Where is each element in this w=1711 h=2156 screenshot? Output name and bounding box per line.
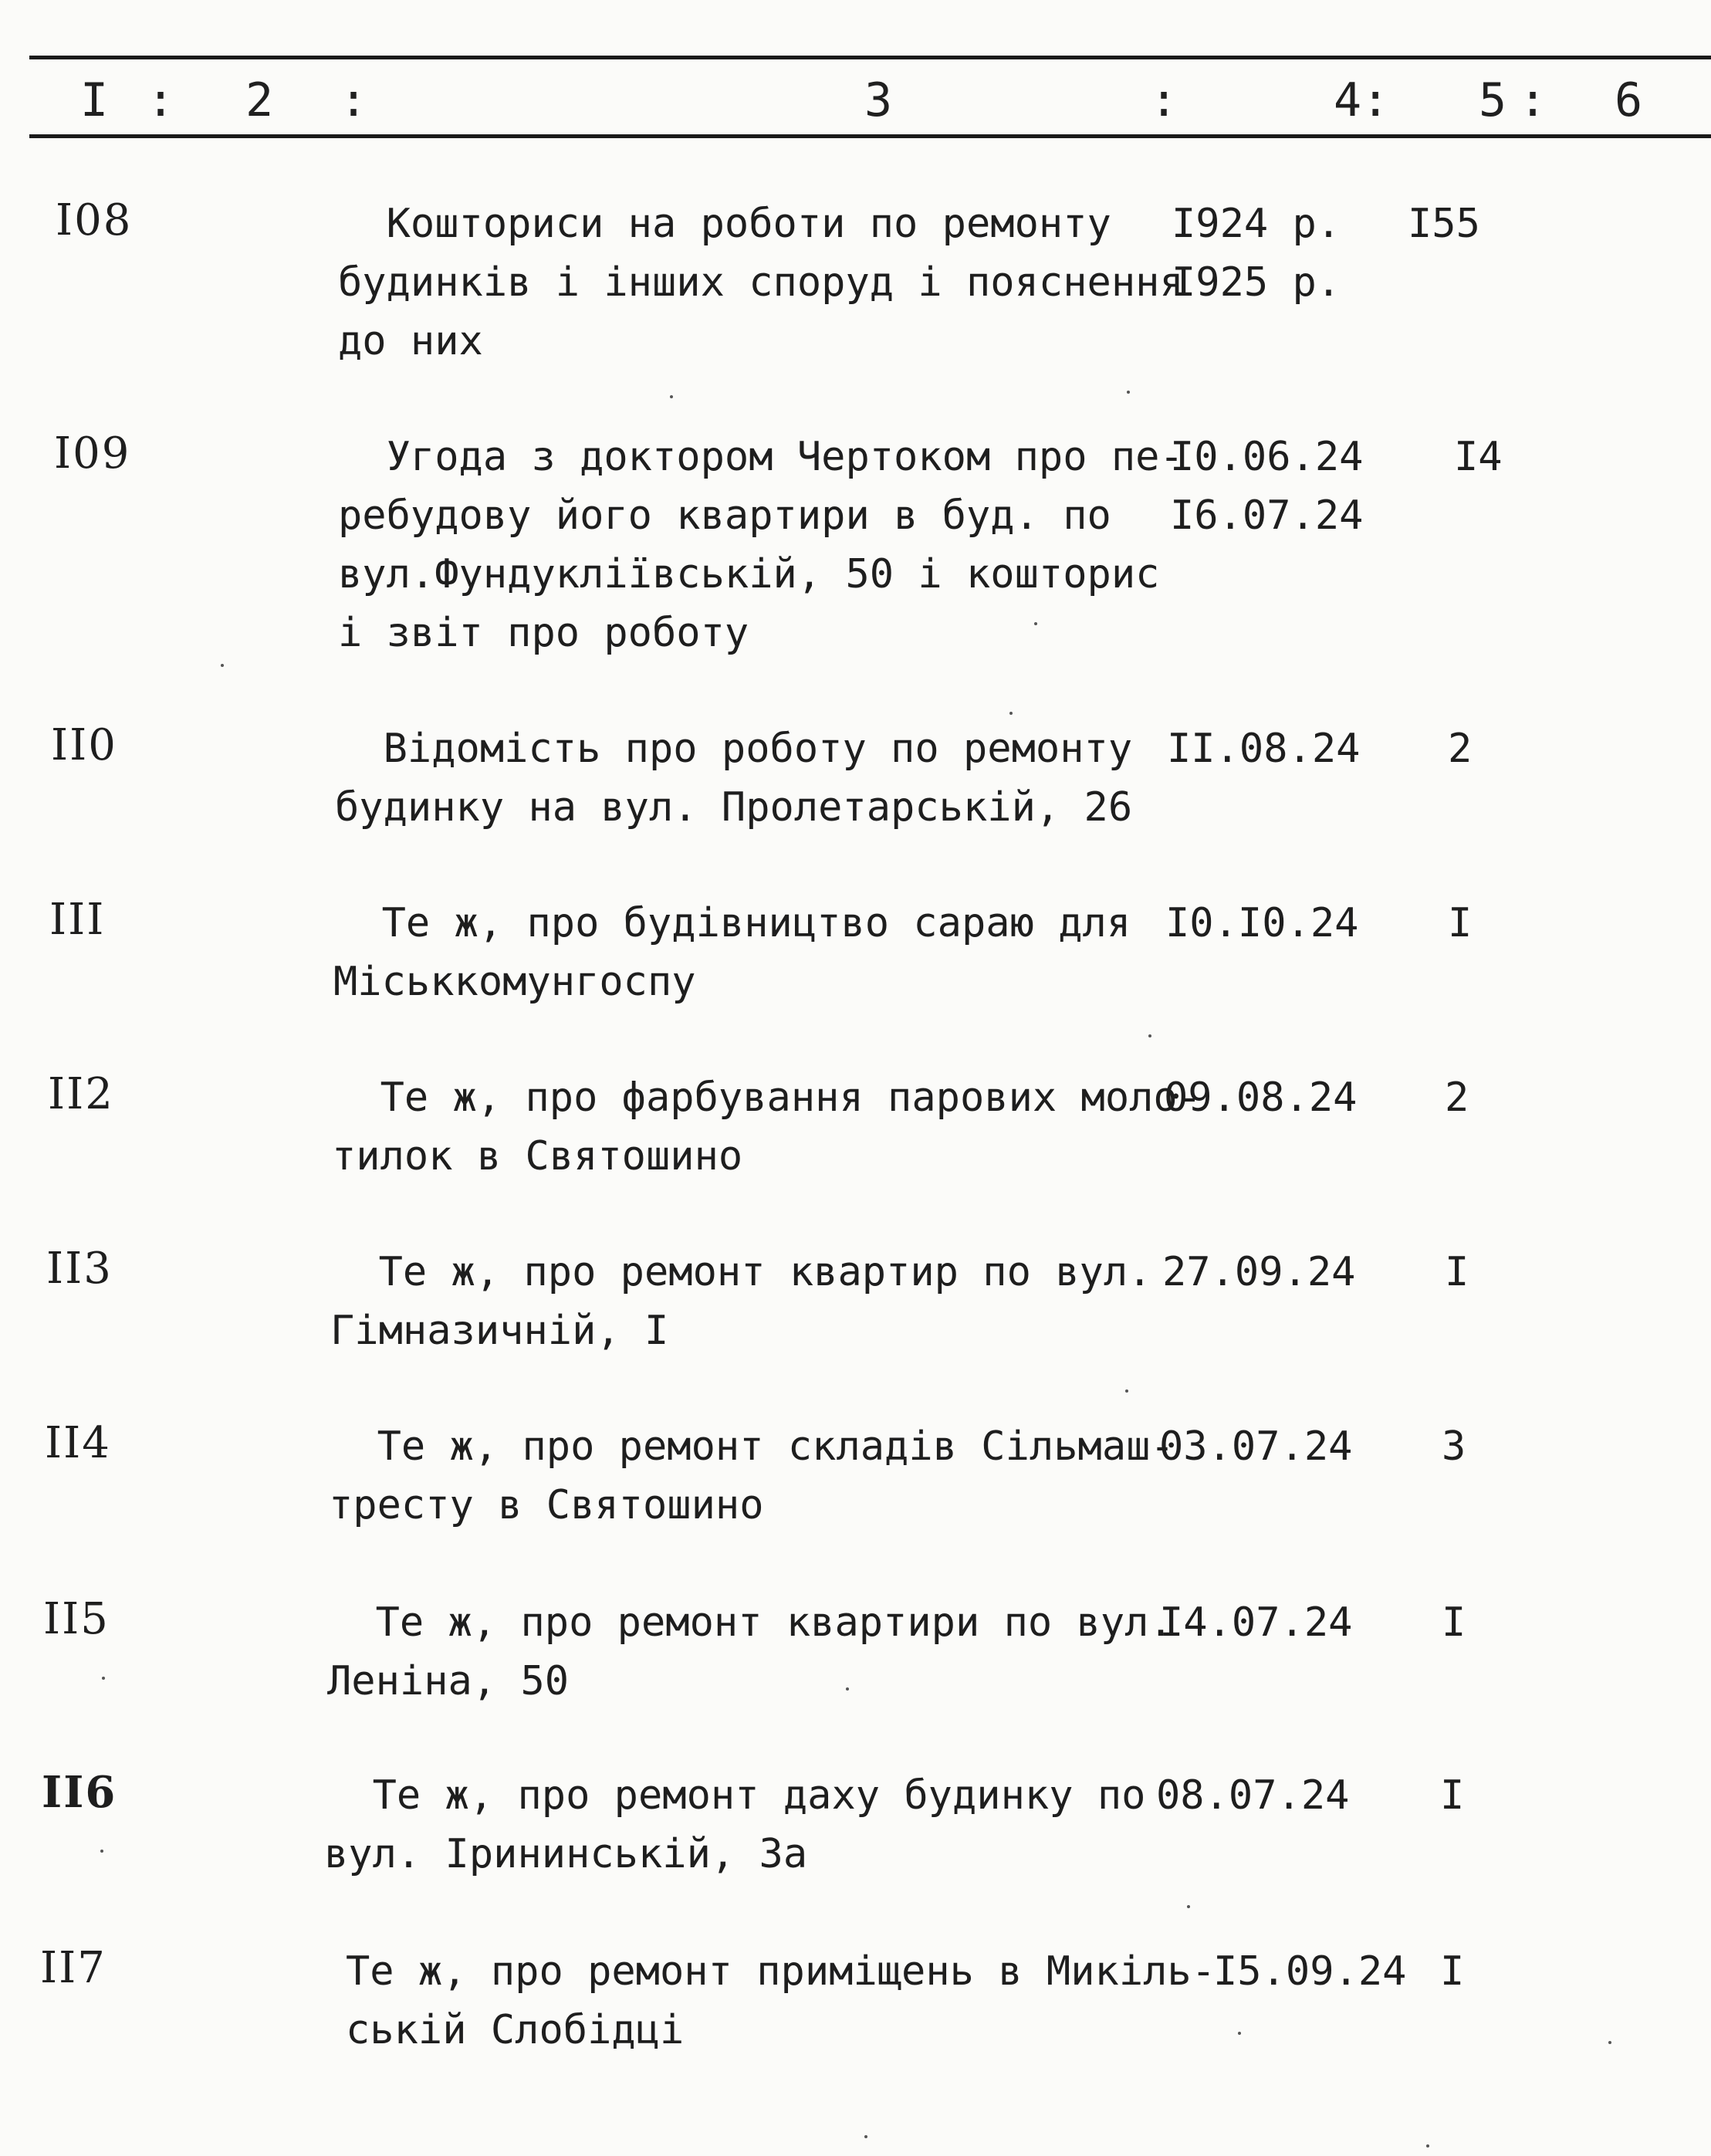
file-dates <box>1159 1417 1352 1476</box>
file-dates <box>1162 1243 1355 1301</box>
file-dates <box>1213 1942 1406 2001</box>
file-dates <box>1167 719 1360 778</box>
file-date: I4.07.24 <box>1159 1599 1353 1646</box>
column-header-4: 4: <box>1334 73 1390 127</box>
scan-speck <box>864 2135 867 2138</box>
file-number: I09 <box>54 428 131 479</box>
file-title-line: Те ж, про будівництво сараю для <box>333 900 1131 946</box>
file-number: III <box>49 895 106 945</box>
file-number: II0 <box>51 720 117 770</box>
file-title <box>332 1068 1202 1186</box>
file-title <box>330 1243 1151 1360</box>
sheet-count: I <box>1440 1772 1465 1819</box>
file-title-line: Угода з доктором Чертоком про пе- <box>338 434 1184 480</box>
file-dates <box>1164 1068 1357 1127</box>
column-separator: : <box>1519 73 1547 127</box>
file-title-line: Те ж, про фарбування парових моло- <box>332 1075 1202 1121</box>
file-title-line: Кошториси на роботи по ремонту <box>338 201 1111 247</box>
file-title-line: Гімназичній, I <box>330 1308 669 1354</box>
file-dates <box>1159 1593 1352 1652</box>
sheet-count: I4 <box>1454 434 1503 480</box>
header-top-rule <box>29 56 1711 59</box>
sheet-count: I <box>1442 1599 1466 1646</box>
file-title-line: Те ж, про ремонт приміщень в Микіль- <box>346 1948 1216 1995</box>
file-title-line: ребудову його квартири в буд. по <box>338 492 1111 539</box>
sheet-count: 2 <box>1448 726 1473 772</box>
column-separator: : <box>1150 73 1178 127</box>
file-number: II4 <box>45 1418 111 1468</box>
file-number: I08 <box>56 195 133 245</box>
file-title-line: до них <box>338 318 483 364</box>
scan-speck <box>1034 622 1037 625</box>
scan-speck <box>1426 2144 1429 2148</box>
column-header-1: I <box>80 73 109 127</box>
file-title-line: будинку на вул. Пролетарській, 26 <box>335 784 1133 831</box>
file-title-line: Міськкомунгоспу <box>333 959 696 1005</box>
file-title <box>329 1417 1175 1535</box>
file-title-line: Відомість про роботу по ремонту <box>335 726 1133 772</box>
file-date: 09.08.24 <box>1164 1075 1358 1121</box>
scan-speck <box>221 664 224 667</box>
scan-speck <box>1125 1389 1128 1393</box>
file-title <box>324 1766 1145 1884</box>
column-header-6: 6 <box>1615 73 1643 127</box>
file-title-line: Леніна, 50 <box>327 1658 570 1704</box>
file-title-line: тресту в Святошино <box>329 1482 764 1528</box>
file-date: I0.06.24 <box>1170 434 1364 480</box>
file-number: II6 <box>42 1767 117 1818</box>
column-header-3: 3 <box>864 73 893 127</box>
file-title-line: будинків і інших споруд і пояснення <box>338 259 1184 306</box>
file-title-line: тилок в Святошино <box>332 1133 743 1180</box>
scan-speck <box>670 395 673 398</box>
file-number: II3 <box>46 1244 113 1294</box>
scan-speck <box>846 1687 849 1691</box>
file-number: II2 <box>48 1069 114 1119</box>
file-title <box>338 195 1184 371</box>
file-title-line: Те ж, про ремонт квартири по вул. <box>327 1599 1173 1646</box>
column-separator: : <box>340 73 368 127</box>
sheet-count: 2 <box>1445 1075 1469 1121</box>
header-bottom-rule <box>29 134 1711 138</box>
sheet-count: I <box>1445 1249 1469 1295</box>
file-date: I6.07.24 <box>1170 492 1364 539</box>
file-title-line: Те ж, про ремонт квартир по вул. <box>330 1249 1152 1295</box>
scan-speck <box>1238 2032 1241 2035</box>
file-title <box>338 428 1184 662</box>
scan-speck <box>1608 2041 1611 2044</box>
file-dates <box>1165 894 1358 953</box>
column-header-5: 5 <box>1479 73 1507 127</box>
file-title <box>333 894 1131 1011</box>
scan-speck <box>100 1850 103 1853</box>
file-date: II.08.24 <box>1167 726 1361 772</box>
scan-speck <box>1009 712 1013 715</box>
sheet-count: 3 <box>1442 1423 1466 1470</box>
file-date: 08.07.24 <box>1156 1772 1350 1819</box>
file-title-line: вул.Фундуклiївській, 50 і кошторис <box>338 551 1160 597</box>
column-separator: : <box>147 73 175 127</box>
sheet-count: I55 <box>1408 201 1480 247</box>
scan-speck <box>102 1677 105 1680</box>
file-title-line: і звіт про роботу <box>338 610 749 656</box>
file-date: 03.07.24 <box>1159 1423 1353 1470</box>
file-title-line: Те ж, про ремонт даху будинку по <box>324 1772 1146 1819</box>
file-dates <box>1156 1766 1349 1825</box>
file-title <box>335 719 1132 837</box>
file-dates <box>1172 195 1341 312</box>
file-number: II7 <box>40 1943 107 1993</box>
sheet-count: I <box>1440 1948 1465 1995</box>
file-number: II5 <box>43 1594 110 1644</box>
file-date: 27.09.24 <box>1162 1249 1356 1295</box>
file-title <box>346 1942 1216 2060</box>
scan-speck <box>1127 391 1130 394</box>
file-date: I924 р. <box>1172 201 1341 247</box>
file-date: I5.09.24 <box>1213 1948 1407 1995</box>
sheet-count: I <box>1448 900 1473 946</box>
scan-speck <box>1187 1905 1190 1908</box>
file-title-line: Те ж, про ремонт складів Сільмаш- <box>329 1423 1175 1470</box>
file-title-line: ській Слобідці <box>346 2007 685 2053</box>
file-title <box>327 1593 1173 1711</box>
file-dates <box>1170 428 1363 545</box>
column-header-2: 2 <box>245 73 274 127</box>
scan-speck <box>1148 1034 1151 1037</box>
file-date: I925 р. <box>1172 259 1341 306</box>
file-date: I0.I0.24 <box>1165 900 1359 946</box>
file-title-line: вул. Ірининській, 3а <box>324 1831 808 1877</box>
